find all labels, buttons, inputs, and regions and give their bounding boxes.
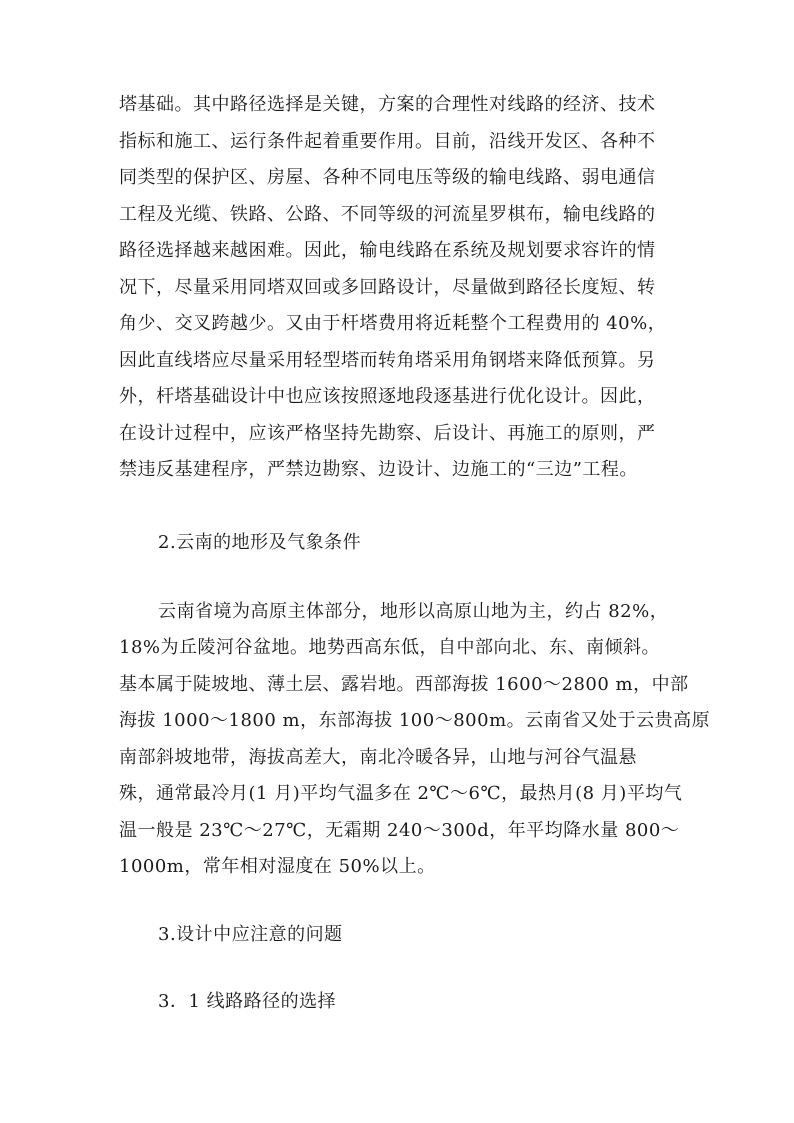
text-line: 塔基础。其中路径选择是关键，方案的合理性对线路的经济、技术 xyxy=(119,94,656,115)
text-line: 南部斜坡地带，海拔高差大，南北冷暖各异，山地与河谷气温悬 xyxy=(119,747,637,768)
text-line: 角少、交叉跨越少。又由于杆塔费用将近耗整个工程费用的 40%， xyxy=(119,313,667,334)
text-line: 海拔 1000～1800 m，东部海拔 100～800m。云南省又处于云贵高原 xyxy=(119,710,711,731)
text-line: 殊，通常最冷月(1 月)平均气温多在 2℃～6℃，最热月(8 月)平均气 xyxy=(119,783,683,804)
text-line: 况下，尽量采用同塔双回或多回路设计，尽量做到路径长度短、转 xyxy=(119,277,656,298)
text-line: 基本属于陡坡地、薄土层、露岩地。西部海拔 1600～2800 m，中部 xyxy=(119,674,689,695)
section-heading-3: 3.设计中应注意的问题 xyxy=(158,924,343,945)
text-line: 在设计过程中，应该严格坚持先勘察、后设计、再施工的原则，严 xyxy=(119,423,656,444)
text-line: 18%为丘陵河谷盆地。地势西高东低，自中部向北、东、南倾斜。 xyxy=(119,637,661,658)
text-line: 1000m，常年相对湿度在 50%以上。 xyxy=(119,856,436,877)
text-line: 同类型的保护区、房屋、各种不同电压等级的输电线路、弱电通信 xyxy=(119,167,656,188)
text-line: 因此直线塔应尽量采用轻型塔而转角塔采用角钢塔来降低预算。另 xyxy=(119,350,656,371)
text-line: 云南省境为高原主体部分，地形以高原山地为主，约占 82%， xyxy=(158,601,669,622)
subsection-heading-3-1: 3．1 线路路径的选择 xyxy=(158,991,337,1012)
section-heading-2: 2.云南的地形及气象条件 xyxy=(158,532,362,553)
text-line: 外，杆塔基础设计中也应该按照逐地段逐基进行优化设计。因此， xyxy=(119,386,656,407)
text-line: 路径选择越来越困难。因此，输电线路在系统及规划要求容许的情 xyxy=(119,240,656,261)
text-line: 温一般是 23℃～27℃，无霜期 240～300d，年平均降水量 800～ xyxy=(119,820,680,841)
text-line: 禁违反基建程序，严禁边勘察、边设计、边施工的“三边”工程。 xyxy=(119,459,638,480)
text-line: 指标和施工、运行条件起着重要作用。目前，沿线开发区、各种不 xyxy=(119,131,656,152)
text-line: 工程及光缆、铁路、公路、不同等级的河流星罗棋布，输电线路的 xyxy=(119,204,656,225)
